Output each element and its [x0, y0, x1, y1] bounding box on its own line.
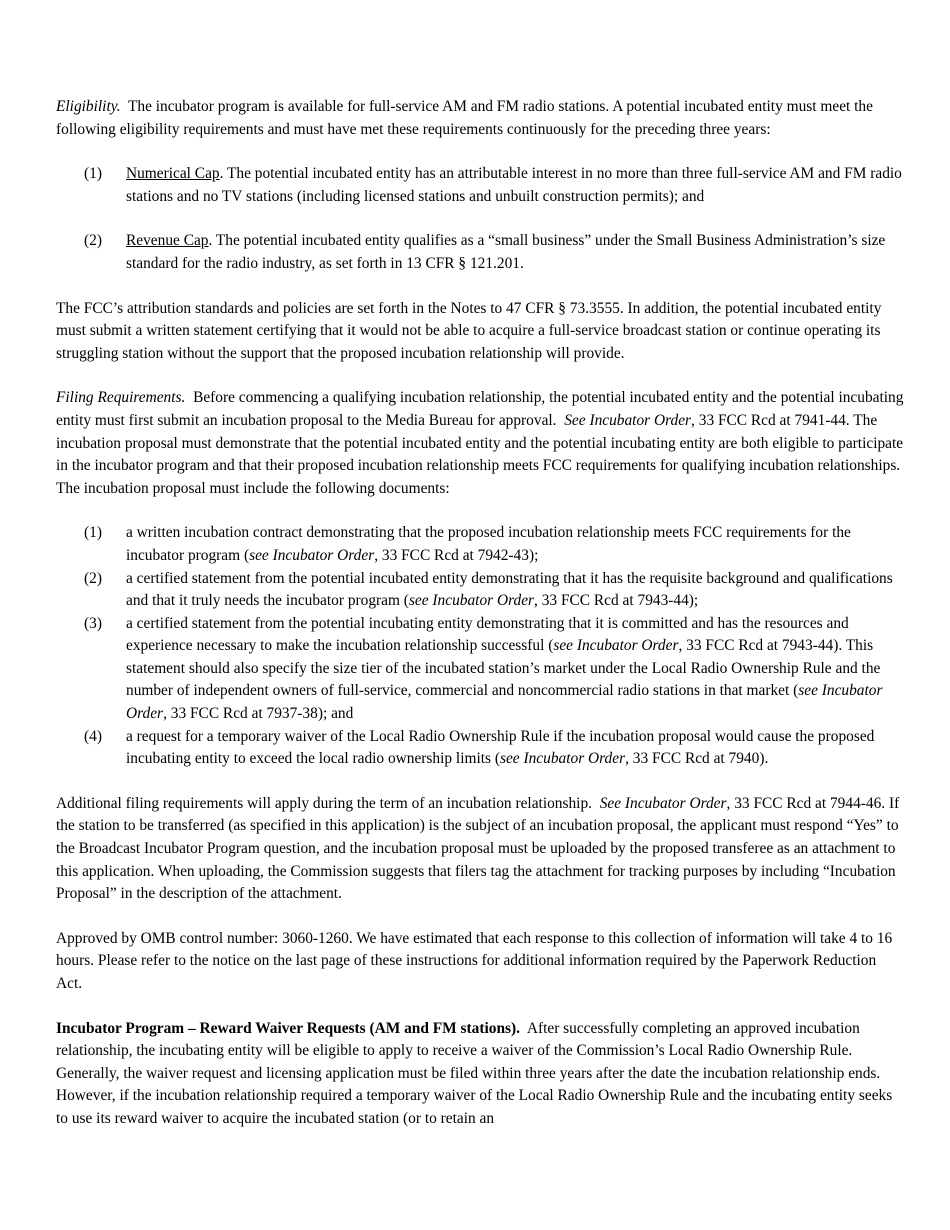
attribution-paragraph: The FCC’s attribution standards and policies are set forth in the Notes to 47 CFR § 73.3555. In addition, the potential incubated entity must submit a written statement certifying that it would not be able to acquire a full-service broadcast station or continue operating its struggling station without the support that the proposed incubation relationship will provide. [56, 299, 882, 362]
list-item-citation: see Incubator Order [553, 637, 679, 655]
omb-paragraph: Approved by OMB control number: 3060-1260. We have estimated that each response to this collection of information will take 4 to 16 hours. Please refer to the notice on the last page of these instructions for additional information required by the Paperwork Reduction Act. [56, 929, 893, 992]
list-item [56, 163, 904, 208]
filing-text-b: , 33 FCC Rcd at 7941-44. The incubation proposal must demonstrate that the potential incubated entity and the potential incubating entity are both eligible to participate in the incubator program and that their proposed incubation relationship meets FCC requirements for qualifying incubation relationships. The incubation proposal must include the following documents: [56, 411, 904, 497]
document-body [56, 96, 904, 1153]
list-item [56, 613, 904, 726]
list-item-number: (2) [84, 232, 102, 250]
filing-citation: See Incubator Order [564, 411, 692, 429]
list-item [56, 522, 904, 567]
list-item-text: a certified statement from the potential incubated entity demonstrating that it has the requisite background and qualifications and that it truly needs the incubator program ( [126, 569, 893, 610]
list-item-number: (2) [84, 569, 102, 587]
list-item [56, 726, 904, 771]
list-item-text: , 33 FCC Rcd at 7943-44); [534, 592, 699, 610]
list-item [56, 568, 904, 613]
list-item [56, 230, 904, 275]
list-item-text: a certified statement from the potential incubating entity demonstrating that it is committed and has the resources and experience necessary to make the incubation relationship successful ( [126, 614, 849, 655]
list-item-text: a request for a temporary waiver of the Local Radio Ownership Rule if the incubation proposal would cause the proposed incubating entity to exceed the local radio ownership limits ( [126, 727, 875, 768]
filing-paragraph [56, 387, 904, 500]
list-item-number: (3) [84, 614, 102, 632]
list-item-citation: see Incubator Order [499, 750, 626, 768]
list-item-text: , 33 FCC Rcd at 7937-38); and [163, 705, 354, 723]
reward-text: After successfully completing an approved incubation relationship, the incubating entity will be eligible to apply to receive a waiver of the Commission’s Local Radio Ownership Rule. Generally, the waiver request and licensing application must be filed within three years after the date the incubation relationship ends. However, if the incubation relationship required a temporary waiver of the Local Radio Ownership Rule and the incubating entity seeks to use its reward waiver to acquire the incubated station (or to retain an [56, 1019, 893, 1127]
additional-text-b: , 33 FCC Rcd at 7944-46. If the station to be transferred (as specified in this application) is the subject of an incubation proposal, the applicant must respond “Yes” to the Broadcast Incubator Program question, and the incubation proposal must be uploaded by the proposed transferee as an attachment to this application. When uploading, the Commission suggests that filers tag the attachment for tracking purposes by including “Incubation Proposal” in the description of the attachment. [56, 794, 900, 903]
eligibility-text: The incubator program is available for full-service AM and FM radio stations. A potential incubated entity must meet the following eligibility requirements and must have met these requirements continuously for the preceding three years: [56, 98, 873, 138]
eligibility-list [56, 163, 904, 275]
list-item-number: (4) [84, 727, 102, 745]
reward-heading: Incubator Program – Reward Waiver Requests (AM and FM stations). [56, 1019, 520, 1037]
documents-list [56, 522, 904, 771]
filing-heading: Filing Requirements. [56, 389, 186, 407]
reward-paragraph [56, 1018, 904, 1131]
list-item-citation: see Incubator Order [249, 546, 375, 564]
list-item-text: a written incubation contract demonstrating that the proposed incubation relationship meets FCC requirements for the incubator program ( [126, 524, 851, 564]
filing-text-a: Before commencing a qualifying incubation relationship, the potential incubated entity and the potential incubating entity must first submit an incubation proposal to the Media Bureau for approval. [56, 389, 904, 429]
list-item-title: Numerical Cap [126, 165, 220, 183]
list-item-number: (1) [84, 524, 102, 542]
list-item-citation: see Incubator Order [126, 682, 883, 723]
additional-citation: See Incubator Order [599, 794, 727, 812]
list-item-text: . The potential incubated entity has an attributable interest in no more than three full-service AM and FM radio stations and no TV stations (including licensed stations and unbuilt construction permits); and [126, 165, 902, 205]
list-item-number: (1) [84, 165, 102, 183]
eligibility-paragraph [56, 96, 904, 141]
list-item-citation: see Incubator Order [408, 592, 535, 610]
additional-text-a: Additional filing requirements will apply during the term of an incubation relationship. [56, 794, 592, 812]
list-item-text: . The potential incubated entity qualifies as a “small business” under the Small Business Administration’s size standard for the radio industry, as set forth in 13 CFR § 121.201. [126, 232, 886, 272]
list-item-text: , 33 FCC Rcd at 7942-43); [374, 546, 539, 564]
list-item-text: , 33 FCC Rcd at 7940). [625, 750, 769, 768]
list-item-title: Revenue Cap [126, 232, 209, 250]
eligibility-heading: Eligibility. [56, 98, 121, 115]
list-item-text: , 33 FCC Rcd at 7943-44). This statement should also specify the size tier of the incubated station’s market under the Local Radio Ownership Rule and the number of independent owners of full-service, commercial and noncommercial radio stations in that market ( [126, 637, 881, 700]
additional-paragraph [56, 793, 904, 906]
